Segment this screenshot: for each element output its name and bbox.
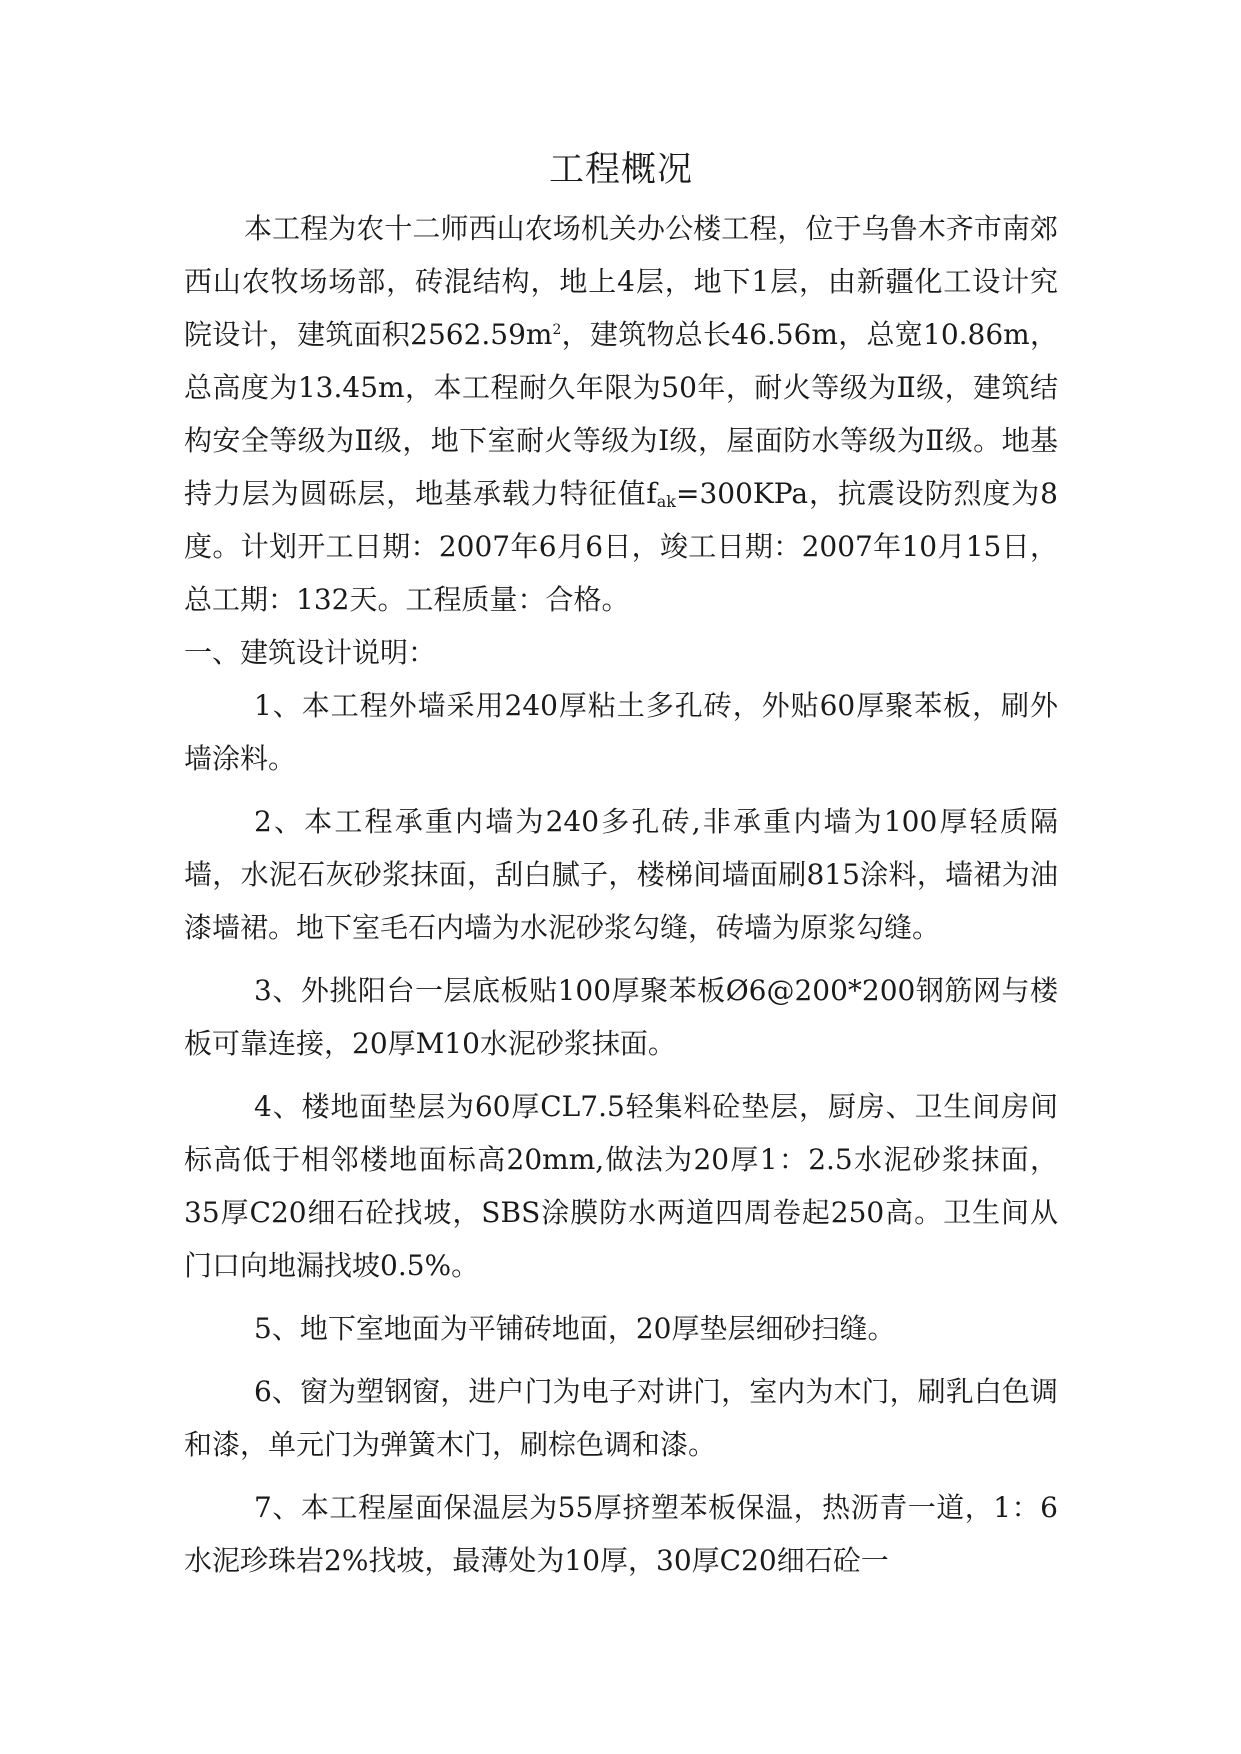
design-item-7: 7、本工程屋面保温层为55厚挤塑苯板保温，热沥青一道，1：6水泥珍珠岩2%找坡，最薄处为10厚，30厚C20细石砼一 (184, 1491, 1058, 1577)
design-item-1: 1、本工程外墙采用240厚粘土多孔砖，外贴60厚聚苯板，刷外墙涂料。 (184, 689, 1058, 775)
design-item-2: 2、本工程承重内墙为240多孔砖,非承重内墙为100厚轻质隔墙，水泥石灰砂浆抹面，刮白腻子，楼梯间墙面刷815涂料，墙裙为油漆墙裙。地下室毛石内墙为水泥砂浆勾缝，砖墙为原浆勾缝。 (184, 805, 1058, 944)
overview-text-3: =300KPa，抗震设防烈度为8度。计划开工日期：2007年6月6日，竣工日期：2007年10月15日，总工期：132天。工程质量：合格。 (184, 477, 1058, 616)
page-title: 工程概况 (548, 150, 693, 190)
overview-paragraph (184, 202, 1058, 626)
design-item-4: 4、楼地面垫层为60厚CL7.5轻集料砼垫层，厨房、卫生间房间标高低于相邻楼地面标高20mm,做法为20厚1：2.5水泥砂浆抹面，35厚C20细石砼找坡，SBS涂膜防水两道四周卷起250高。卫生间从门口向地漏找坡0.5%。 (184, 1090, 1058, 1282)
overview-text-2: ，建筑物总长46.56m，总宽10.86m，总高度为13.45m，本工程耐久年限为50年，耐火等级为Ⅱ级，建筑结构安全等级为Ⅱ级，地下室耐火等级为Ⅰ级，屋面防水等级为Ⅱ级。地基持力层为圆砾层，地基承载力特征值f (184, 318, 1058, 510)
fak-subscript: ak (656, 492, 676, 511)
area-unit-superscript: 2 (552, 322, 562, 338)
design-item-3: 3、外挑阳台一层底板贴100厚聚苯板Ø6@200*200钢筋网与楼板可靠连接，20厚M10水泥砂浆抹面。 (184, 974, 1058, 1060)
design-item-5: 5、地下室地面为平铺砖地面，20厚垫层细砂扫缝。 (254, 1312, 896, 1345)
document-page (184, 140, 1058, 1587)
overview-text-1: 本工程为农十二师西山农场机关办公楼工程，位于乌鲁木齐市南郊西山农牧场场部，砖混结构，地上4层，地下1层，由新疆化工设计究院设计，建筑面积2562.59m (184, 212, 1058, 351)
design-item-6: 6、窗为塑钢窗，进户门为电子对讲门，室内为木门，刷乳白色调和漆，单元门为弹簧木门，刷棕色调和漆。 (184, 1375, 1058, 1461)
section-heading: 一、建筑设计说明： (184, 636, 437, 669)
